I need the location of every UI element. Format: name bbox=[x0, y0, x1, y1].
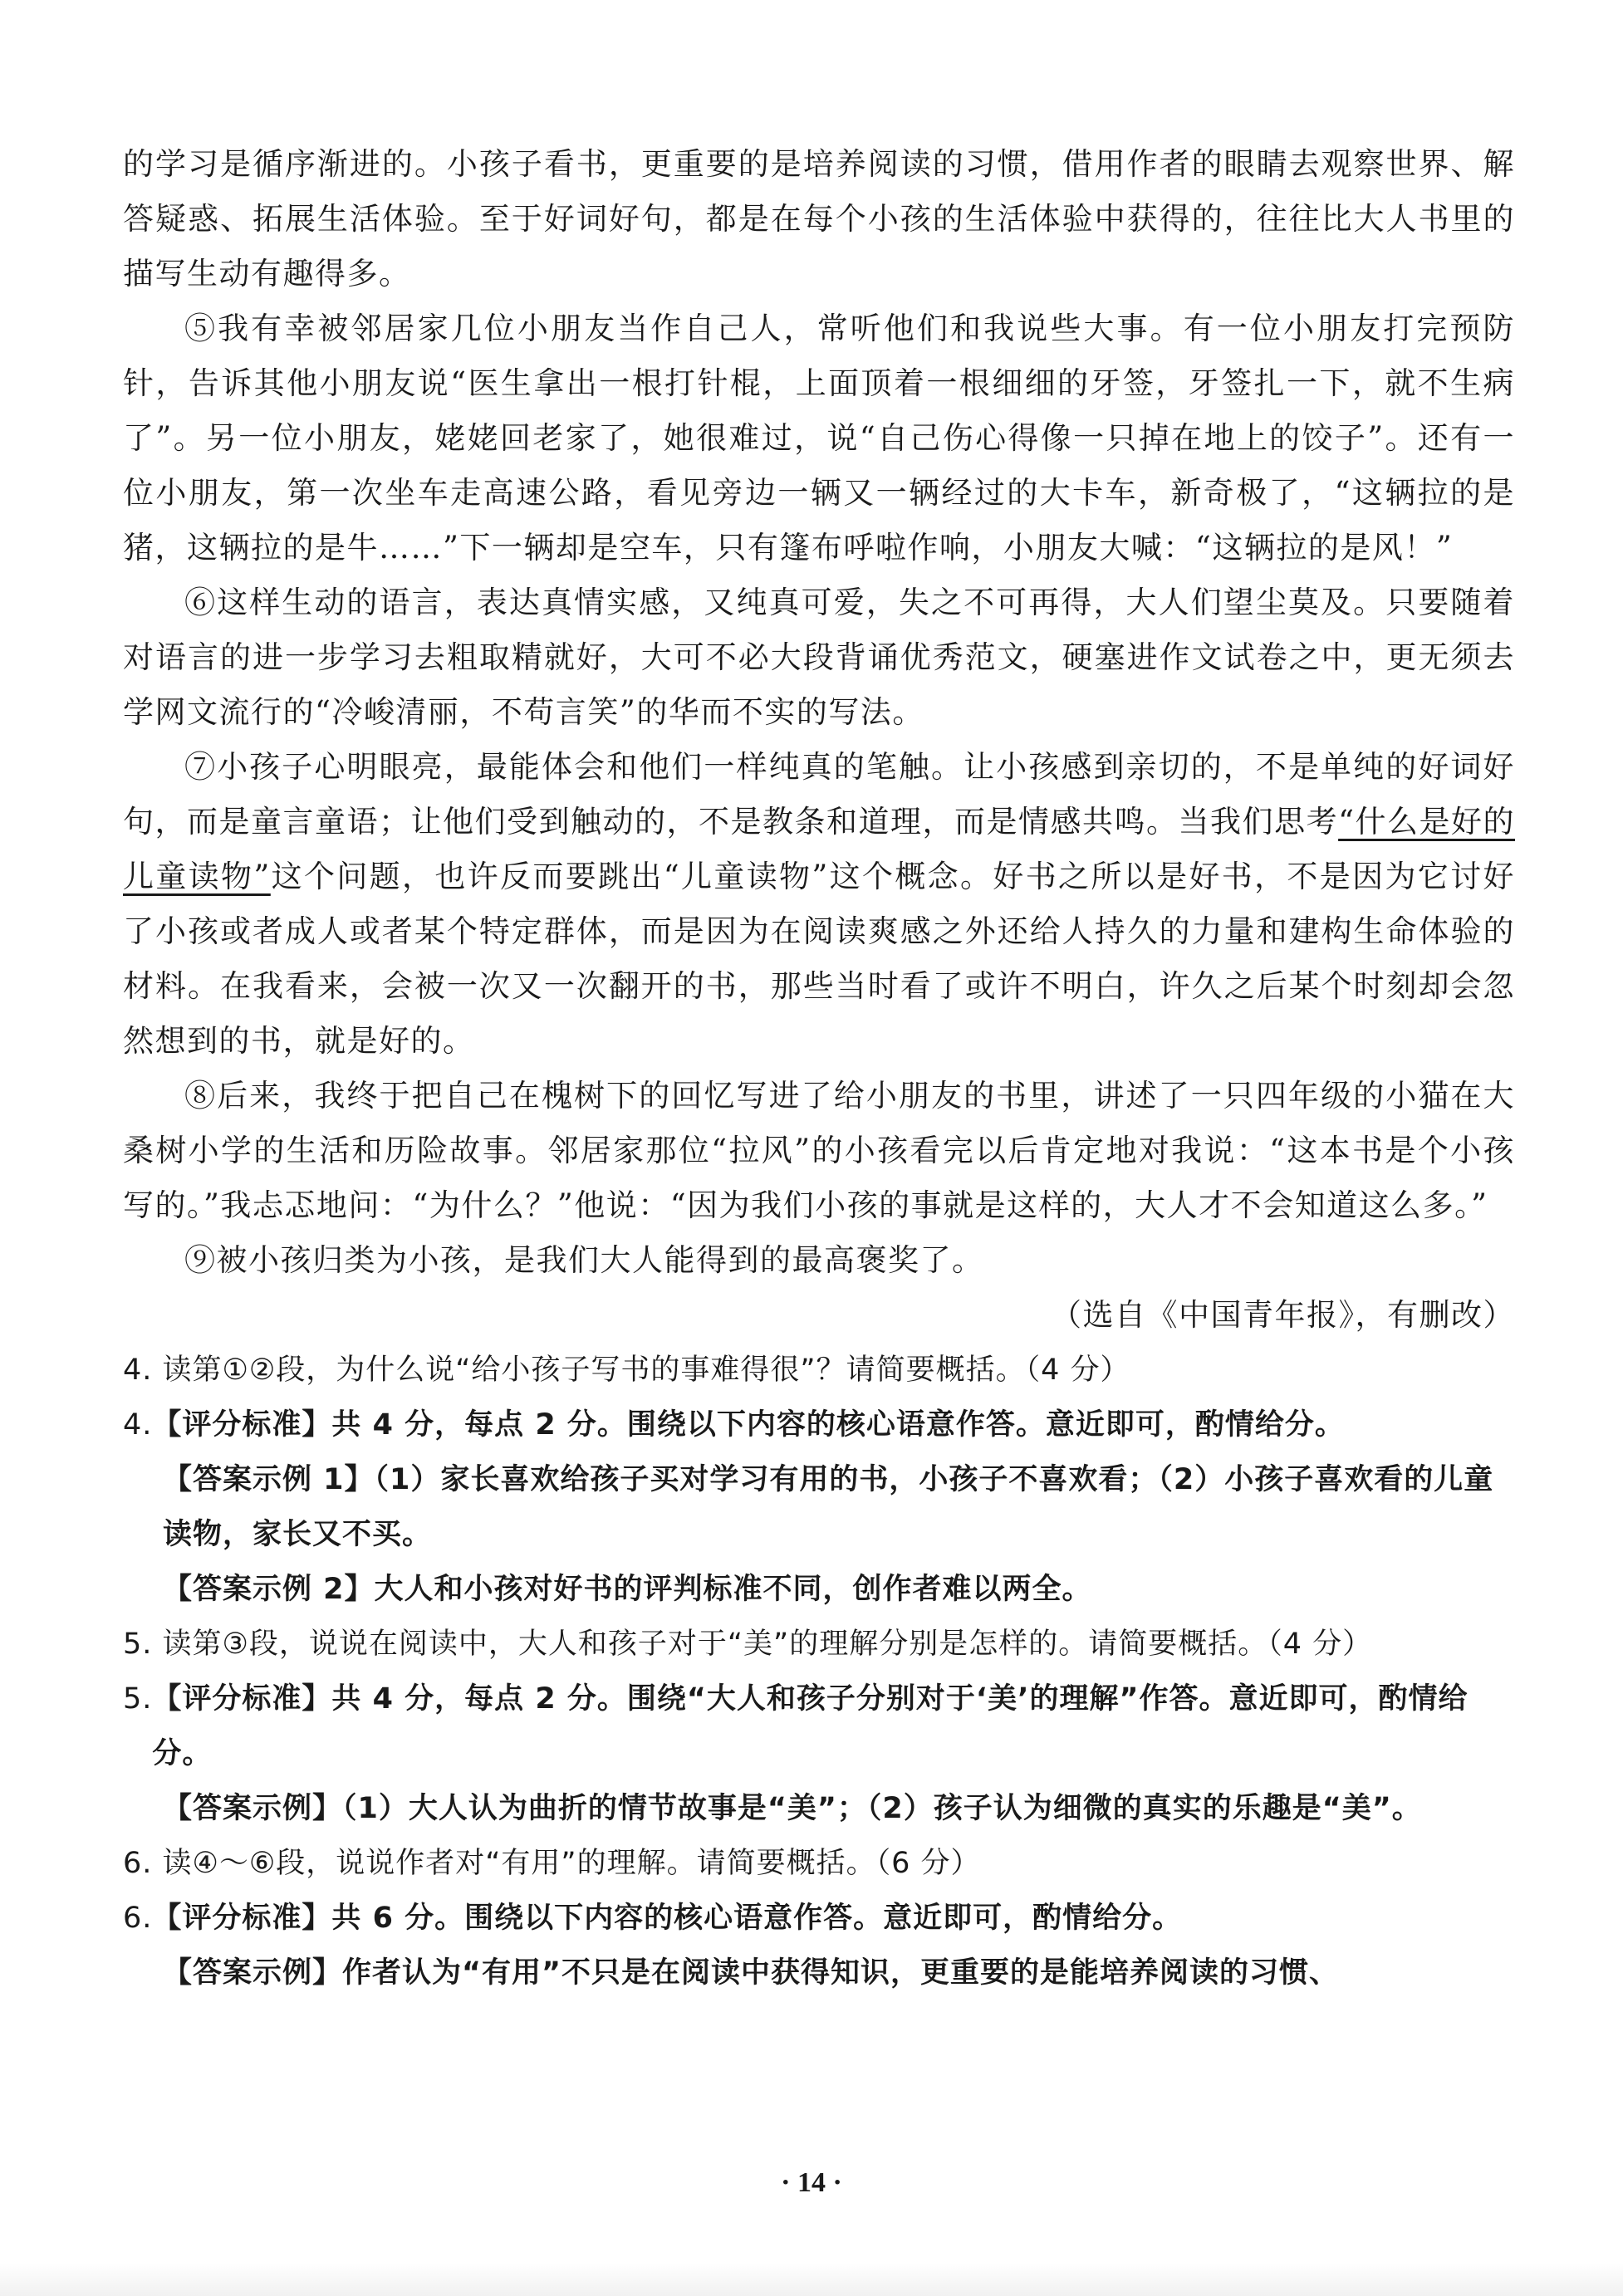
paragraph-continued: 的学习是循序渐进的。小孩子看书，更重要的是培养阅读的习惯，借用作者的眼睛去观察世界、解答疑惑、拓展生活体验。至于好词好句，都是在每个小孩的生活体验中获得的，往往比大人书里的描写生动有趣得多。 bbox=[123, 146, 1515, 291]
paragraph-6: ⑥这样生动的语言，表达真情实感，又纯真可爱，失之不可再得，大人们望尘莫及。只要随着对语言的进一步学习去粗取精就好，大可不必大段背诵优秀范文，硬塞进作文试卷之中，更无须去学网文流行的“冷峻清丽，不苟言笑”的华而不实的写法。 bbox=[123, 585, 1515, 730]
paragraph-5: ⑤我有幸被邻居家几位小朋友当作自己人，常听他们和我说些大事。有一位小朋友打完预防针，告诉其他小朋友说“医生拿出一根打针棍，上面顶着一根细细的牙签，牙签扎一下，就不生病了”。另一位小朋友，姥姥回老家了，她很难过，说“自己伤心得像一只掉在地上的饺子”。还有一位小朋友，第一次坐车走高速公路，看见旁边一辆又一辆经过的大卡车，新奇极了，“这辆拉的是猪，这辆拉的是牛……”下一辆却是空车，只有篷布呼啦作响，小朋友大喊：“这辆拉的是风！” bbox=[123, 311, 1515, 565]
answer-example-6: 【答案示例】作者认为“有用”不只是在阅读中获得知识，更重要的是能培养阅读的习惯、 bbox=[163, 1956, 1340, 1990]
standard-text: 【评分标准】共 4 分，每点 2 分。围绕以下内容的核心语意作答。意近即可，酌情给分。 bbox=[152, 1408, 1345, 1442]
question-text: 读④～⑥段，说说作者对“有用”的理解。请简要概括。（6 分） bbox=[162, 1847, 981, 1880]
answer-example-5: 【答案示例】（1）大人认为曲折的情节故事是“美”；（2）孩子认为细微的真实的乐趣是“美”。 bbox=[163, 1792, 1422, 1825]
answer-example-4-1: 【答案示例 1】（1）家长喜欢给孩子买对学习有用的书，小孩子不喜欢看；（2）小孩子喜欢看的儿童读物，家长又不买。 bbox=[163, 1463, 1494, 1551]
underlined-phrase: “什么是好的儿童读物” bbox=[123, 804, 1516, 894]
answer-example-4-2: 【答案示例 2】大人和小孩对好书的评判标准不同，创作者难以两全。 bbox=[163, 1573, 1092, 1606]
paragraph-9: ⑨被小孩归类为小孩，是我们大人能得到的最高褒奖了。 bbox=[184, 1242, 984, 1278]
answer-number: 4. bbox=[123, 1408, 153, 1442]
question-4 bbox=[123, 1343, 1515, 1398]
answer-standard-4 bbox=[123, 1398, 1515, 1452]
answer-standard-5 bbox=[123, 1672, 1515, 1781]
paragraph-7 bbox=[123, 740, 1515, 1069]
paragraph-7-pre: ⑦小孩子心明眼亮，最能体会和他们一样纯真的笔触。让小孩感到亲切的，不是单纯的好词好句，而是童言童语；让他们受到触动的，不是教条和道理，而是情感共鸣。当我们思考 bbox=[123, 749, 1515, 840]
question-number: 4. bbox=[123, 1354, 153, 1387]
question-number: 5. bbox=[123, 1628, 153, 1661]
question-5 bbox=[123, 1617, 1515, 1672]
page-number: · 14 · bbox=[781, 2167, 842, 2198]
answer-number: 5. bbox=[123, 1682, 153, 1716]
paragraph-7-post: 这个问题，也许反而要跳出“儿童读物”这个概念。好书之所以是好书，不是因为它讨好了小孩或者成人或者某个特定群体，而是因为在阅读爽感之外还给人持久的力量和建构生命体验的材料。在我看来，会被一次又一次翻开的书，那些当时看了或许不明白，许久之后某个时刻却会忽然想到的书，就是好的。 bbox=[123, 859, 1515, 1059]
answer-standard-6 bbox=[123, 1891, 1515, 1946]
answer-number: 6. bbox=[123, 1902, 153, 1935]
question-6 bbox=[123, 1836, 1515, 1891]
text-column bbox=[123, 137, 1515, 2000]
paragraph-8: ⑧后来，我终于把自己在槐树下的回忆写进了给小朋友的书里，讲述了一只四年级的小猫在大桑树小学的生活和历险故事。邻居家那位“拉风”的小孩看完以后肯定地对我说：“这本书是个小孩写的。”我忐忑地问：“为什么？”他说：“因为我们小孩的事就是这样的，大人才不会知道这么多。” bbox=[123, 1078, 1515, 1223]
question-text: 读第③段，说说在阅读中，大人和孩子对于“美”的理解分别是怎样的。请简要概括。（4 分） bbox=[162, 1628, 1373, 1661]
scan-edge-shade bbox=[0, 2263, 1623, 2296]
question-number: 6. bbox=[123, 1847, 153, 1880]
source-citation: （选自《中国青年报》，有删改） bbox=[1051, 1297, 1515, 1333]
standard-text: 【评分标准】共 6 分。围绕以下内容的核心语意作答。意近即可，酌情给分。 bbox=[152, 1902, 1183, 1935]
standard-text: 【评分标准】共 4 分，每点 2 分。围绕“大人和孩子分别对于‘美’的理解”作答。意近即可，酌情给分。 bbox=[152, 1682, 1469, 1770]
question-text: 读第①②段，为什么说“给小孩子写书的事难得很”？请简要概括。（4 分） bbox=[162, 1354, 1130, 1387]
